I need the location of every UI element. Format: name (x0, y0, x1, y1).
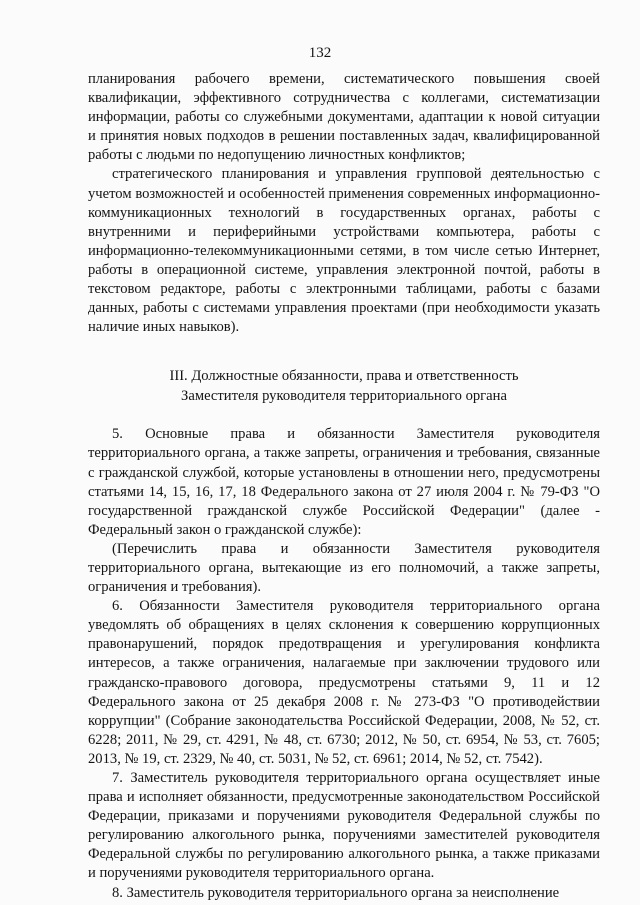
paragraph-skills-continued: планирования рабочего времени, систематического повышения своей квалификации, эффективного сотрудничества с коллегами, систематизации информации, работы со служебными документами, адаптации к новой ситуации и принятия новых подходов в решении поставленных задач, квалифицированной работы с людьми по недопущению личностных конфликтов; (88, 71, 600, 164)
paragraph-item-6: 6. Обязанности Заместителя руководителя территориального органа уведомлять об обращениях в целях склонения к совершению коррупционных правонарушений, порядок предотвращения и урегулирования конфликта интересов, а также ограничения, налагаемые при заключении трудового или гражданско-правового договора, предусмотрены статьями 9, 11 и 12 Федерального закона от 25 декабря 2008 г. № 273-ФЗ "О противодействии коррупции" (Собрание законодательства Российской Федерации, 2008, № 52, ст. 6228; 2011, № 29, ст. 4291, № 48, ст. 6730; 2012, № 50, ст. 6954, № 53, ст. 7605; 2013, № 19, ст. 2329, № 40, ст. 5031, № 52, ст. 6961; 2014, № 52, ст. 7542). (88, 598, 600, 767)
paragraph-skills-it: стратегического планирования и управления групповой деятельностью с учетом возможностей и особенностей применения современных информационно-коммуникационных технологий в государственных органах, работы с внутренними и периферийными устройствами компьютера, работы с информационно-телекоммуникационными сетями, в том числе сетью Интернет, работы в операционной системе, управления электронной почтой, работы в текстовом редакторе, работы с электронными таблицами, работы с базами данных, работы с системами управления проектами (при необходимости указать наличие иных навыков). (88, 166, 600, 336)
paragraph-item-7: 7. Заместитель руководителя территориального органа осуществляет иные права и исполняет обязанности, предусмотренные законодательством Российской Федерации, приказами и поручениями руководителя Федеральной службы по регулированию алкогольного рынка, поручениями заместителей руководителя Федеральной службы по регулированию алкогольного рынка, а также приказами и поручениями руководителя территориального органа. (88, 770, 600, 882)
document-body (88, 70, 600, 903)
paragraph-item-8: 8. Заместитель руководителя территориального органа за неисполнение (112, 884, 560, 901)
section-heading (88, 367, 600, 406)
section-heading-line-2: Заместителя руководителя территориального органа (181, 387, 507, 404)
paragraph-item-5: 5. Основные права и обязанности Заместителя руководителя территориального органа, а также запреты, ограничения и требования, связанные с гражданской службой, которые установлены в отношении него, предусмотрены статьями 14, 15, 16, 17, 18 Федерального закона от 27 июля 2004 г. № 79-ФЗ "О государственной гражданской службе Российской Федерации" (далее - Федеральный закон о гражданской службе): (88, 426, 600, 538)
page-number: 132 (308, 45, 332, 61)
section-heading-line-1: III. Должностные обязанности, права и ответственность (169, 368, 519, 385)
paragraph-instruction: (Перечислить права и обязанности Заместителя руководителя территориального органа, вытекающие из его полномочий, а также запреты, ограничения и требования). (88, 540, 600, 596)
